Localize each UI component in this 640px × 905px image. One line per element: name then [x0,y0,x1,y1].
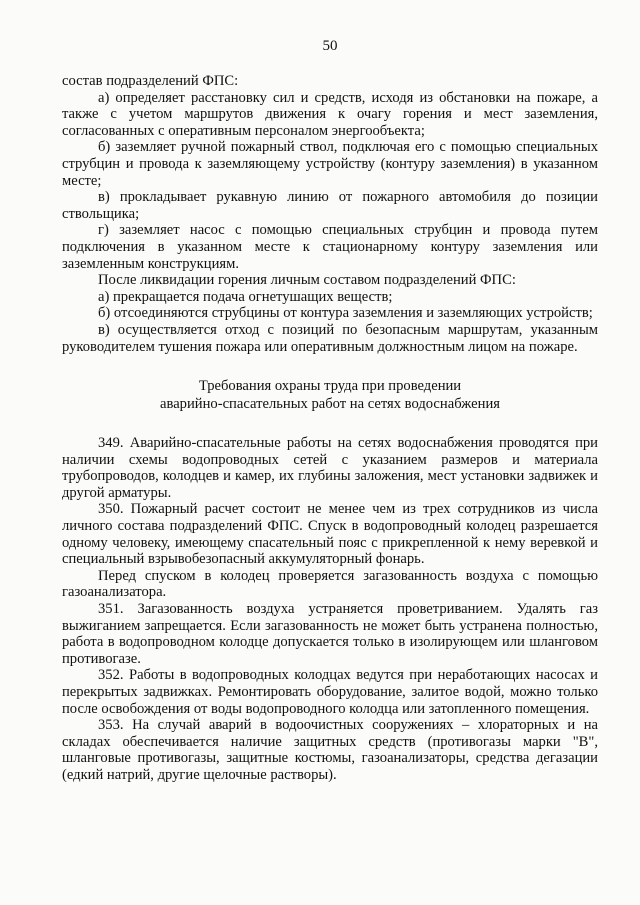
paragraph: После ликвидации горения личным составом подразделений ФПС: [98,272,516,289]
section-heading-line-1: Требования охраны труда при проведении [198,378,462,395]
paragraph: в) осуществляется отход с позиций по безопасным маршрутам, указанным руководителем тушения пожара или оперативным должностным лицом на пожаре. [62,321,598,355]
paragraph: б) заземляет ручной пожарный ствол, подключая его с помощью специальных струбцин и провода к заземляющему устройству (контуру заземления) в указанном месте; [62,139,598,189]
paragraph: 350. Пожарный расчет состоит не менее чем из трех сотрудников из числа личного состава подразделений ФПС. Спуск в водопроводный колодец разрешается одному человеку, имеющему спасательный пояс с прикрепленной к нему веревкой и специальный взрывобезопасный аккумуляторный фонарь. [62,501,598,568]
paragraph: 352. Работы в водопроводных колодцах ведутся при неработающих насосах и перекрытых задвижках. Ремонтировать оборудование, залитое водой, можно только после освобождения от воды водопроводного колодца или затопленного помещения. [62,667,598,717]
document-body [62,73,598,784]
paragraphs-top [62,73,598,355]
paragraph: а) определяет расстановку сил и средств, исходя из обстановки на пожаре, а также с учетом маршрутов движения к очагу горения и мест заземления, согласованных с оперативным персоналом энергообъекта; [62,89,598,139]
paragraph: в) прокладывает рукавную линию от пожарного автомобиля до позиции ствольщика; [62,189,598,222]
paragraph: 353. На случай аварий в водоочистных сооружениях – хлораторных и на складах обеспечивается наличие защитных средств (противогазы марки "В", шланговые противогазы, защитные костюмы, газоанализаторы, средства дегазации (едкий натрий, другие щелочные растворы). [62,717,598,783]
paragraph: состав подразделений ФПС: [62,73,239,89]
paragraph: 351. Загазованность воздуха устраняется проветриванием. Удалять газ выжиганием запрещается. Если загазованность не может быть устранена полностью, работа в водопроводном колодце допускается только в изолирующем или шланговом противогазе. [62,601,598,667]
paragraph: 349. Аварийно-спасательные работы на сетях водоснабжения проводятся при наличии схемы водопроводных сетей с указанием размеров и материала трубопроводов, колодцев и камер, их глубины заложения, мест установки задвижек и другой арматуры. [62,435,598,501]
section-heading [62,378,598,413]
paragraph: г) заземляет насос с помощью специальных струбцин и провода путем подключения в указанном месте к стационарному контуру заземления или заземленным конструкциям. [62,222,598,272]
paragraph: а) прекращается подача огнетушащих веществ; [98,288,393,305]
section-heading-line-2: аварийно-спасательных работ на сетях водоснабжения [160,395,500,412]
page-number: 50 [322,38,338,54]
paragraph: Перед спуском в колодец проверяется загазованность воздуха с помощью газоанализатора. [62,567,598,601]
paragraph: б) отсоединяются струбцины от контура заземления и заземляющих устройств; [98,305,593,322]
paragraphs-bottom [62,435,598,783]
